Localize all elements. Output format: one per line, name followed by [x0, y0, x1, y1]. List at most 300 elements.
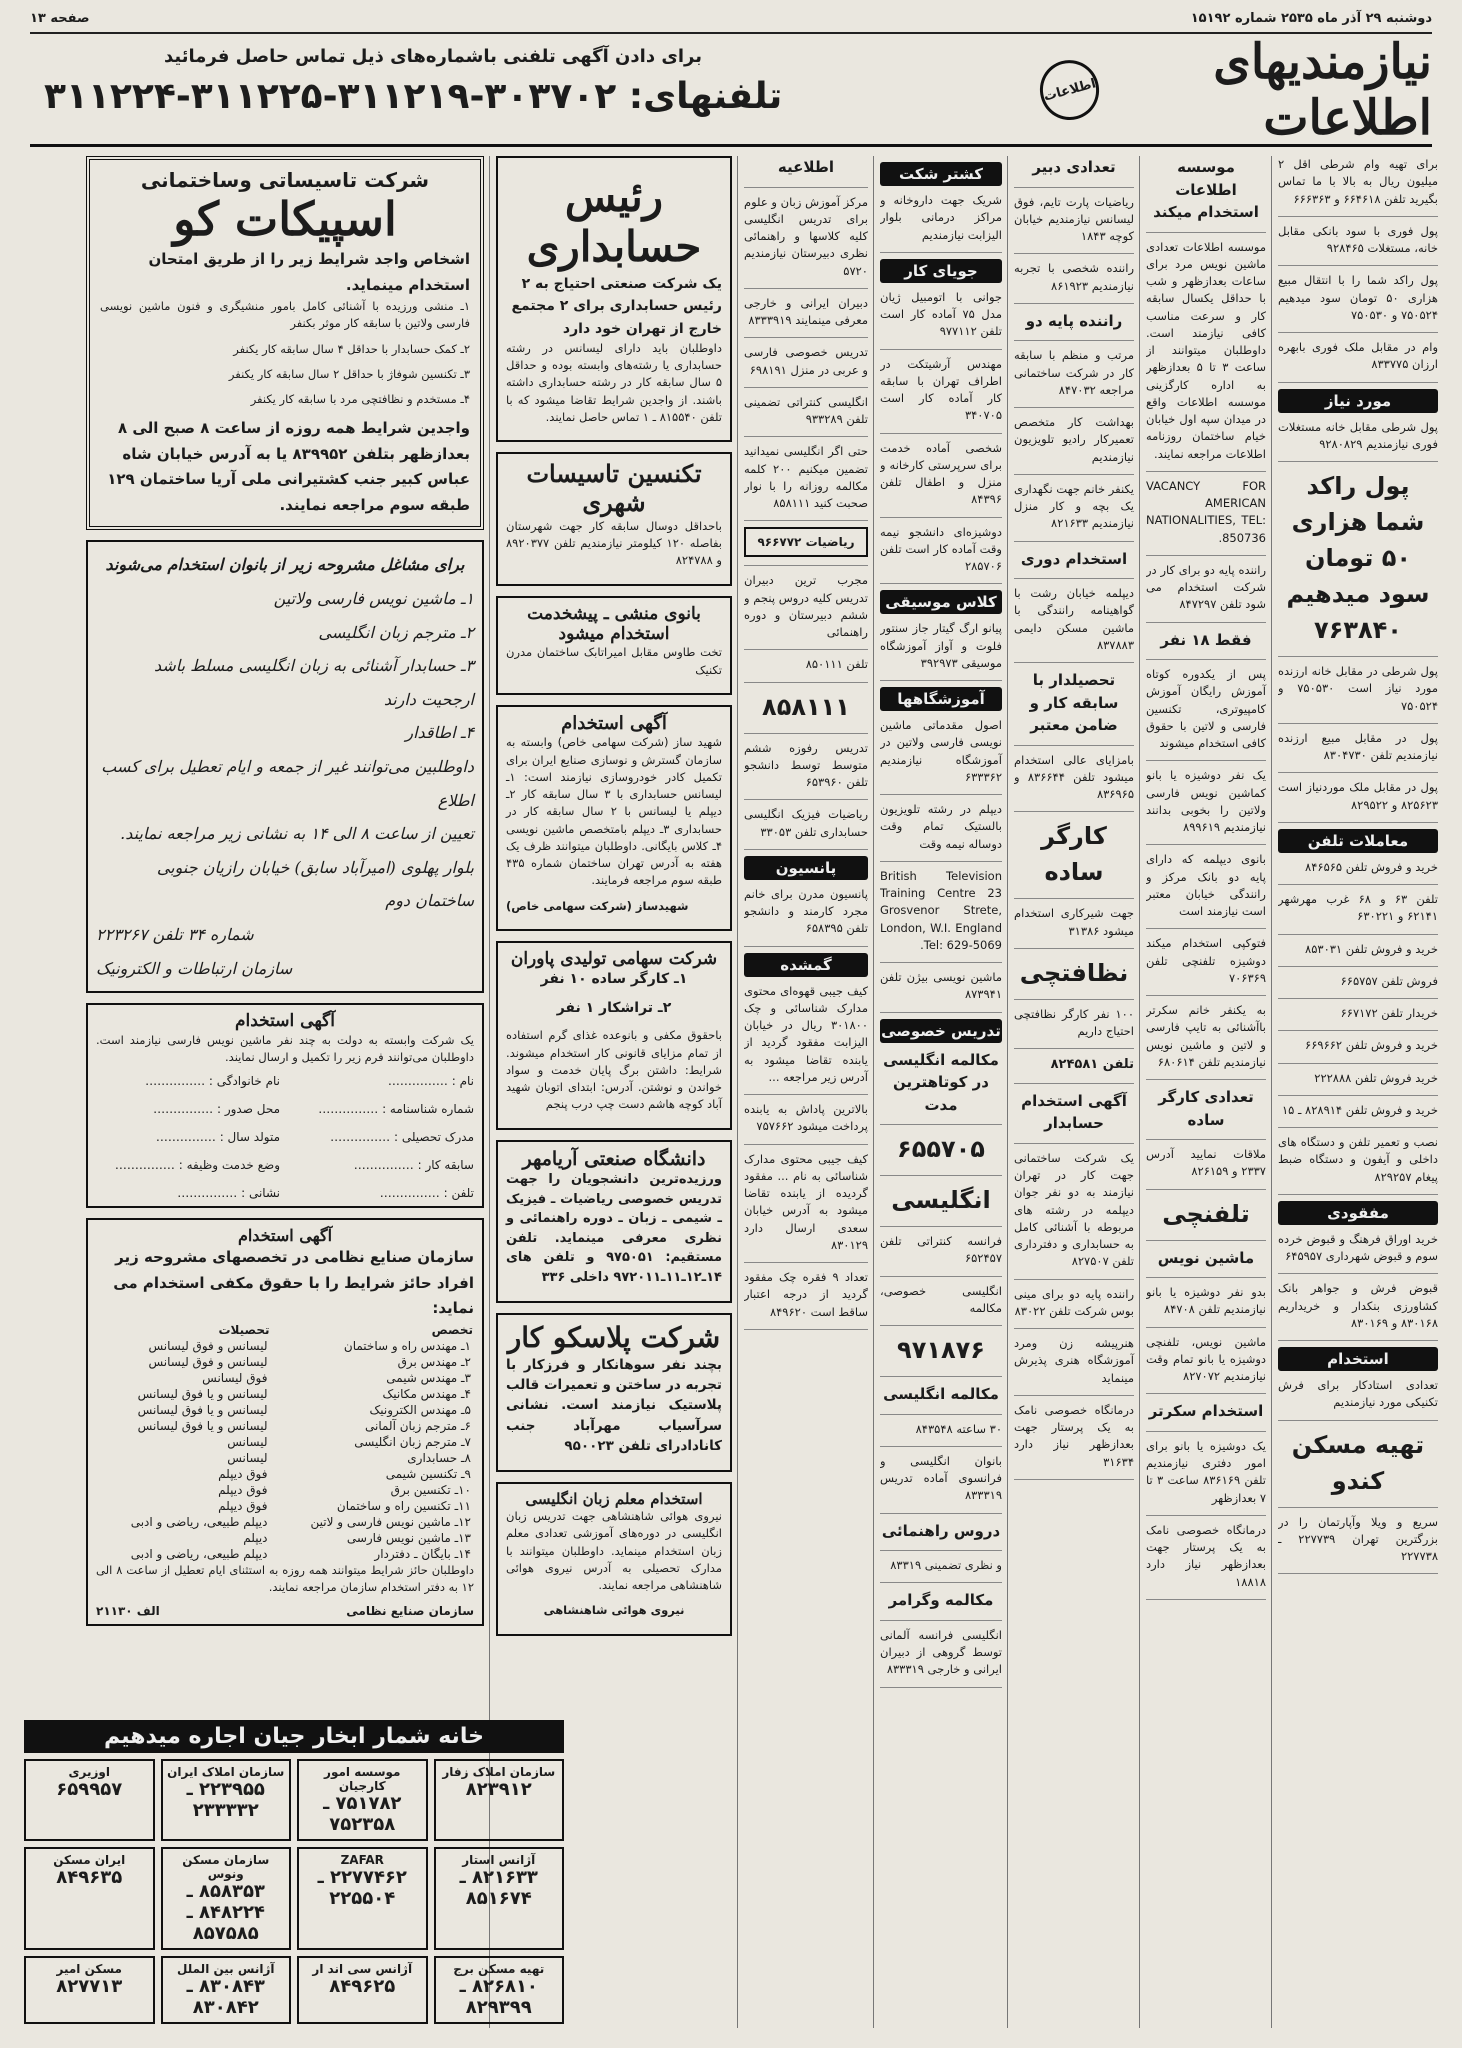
ad-divider: [880, 252, 1002, 253]
ad-divider: [1146, 1393, 1266, 1394]
ad-divider: [1146, 1515, 1266, 1516]
classified-ad: ملاقات نمایید آدرس ۲۳۳۷ و ۸۲۶۱۵۹: [1146, 1147, 1266, 1179]
ad-divider: [1014, 1279, 1134, 1280]
agency-phone: ۲۲۷۷۴۶۲ ـ ۲۲۵۵۰۴: [317, 1867, 407, 1909]
table-cell-specialty: ۷ـ مترجم زبان انگلیسی: [354, 1434, 471, 1449]
hand-address: بلوار پهلوی (امیرآباد سابق) خیابان رازیان جنوبی ساختمان دوم: [156, 857, 474, 911]
classified-ad: انگلیسی فرانسه آلمانی توسط گروهی از دبیران ایرانی و خارجی ۸۳۳۳۱۹: [880, 1627, 1002, 1677]
agency-name: آژانس استار: [462, 1853, 536, 1867]
ad-headline: تهیه مسکن کندو: [1291, 1430, 1425, 1495]
section-header: کشتر شکت: [880, 162, 1002, 186]
classified-ad: [880, 1383, 1002, 1406]
table-row: [96, 1370, 474, 1386]
ad-divider: [880, 1276, 1002, 1277]
table-row: [96, 1402, 474, 1418]
ad-title: استخدام معلم زبان انگلیسی: [525, 1490, 703, 1509]
classified-ad: [1278, 468, 1438, 648]
classified-ad: اصول مقدماتی ماشین نویسی فارسی ولاتین در آموزشگاه نیازمندیم ۶۳۳۳۶۲: [880, 718, 1002, 784]
ad-divider: [880, 1175, 1002, 1176]
classified-ad: [1014, 818, 1134, 890]
table-cell-education: لیسانس: [227, 1450, 268, 1465]
classified-ad: فروش تلفن ۶۶۵۷۵۷: [1340, 973, 1438, 988]
rental-agency-tile: [297, 1956, 428, 2024]
table-row: [96, 1386, 474, 1402]
ad-divider: [744, 849, 868, 850]
table-cell-specialty: ۲ـ مهندس برق: [397, 1354, 471, 1369]
ad-headline: ۹۷۱۸۷۶: [897, 1336, 985, 1364]
classified-ad: خرید اوراق فرهنگ و قبوض خرده سوم و قبوض شهرداری ۶۴۵۹۵۷: [1278, 1231, 1438, 1263]
classified-ad: [880, 1182, 1002, 1218]
ad-chief-accountant: [496, 156, 732, 442]
form-field: نام خانوادگی : ……………: [145, 1074, 280, 1089]
classified-ad: تلفن ۶۳ و ۶۸ غرب مهرشهر ۶۲۱۴۱ و ۶۳۰۲۲۱: [1278, 892, 1438, 924]
classified-ad: بدو نفر دوشیزه یا بانو نیازمندیم تلفن ۸۴۷۰۸: [1146, 1285, 1266, 1317]
classified-ad: [1014, 1090, 1134, 1135]
table-row: [96, 1466, 474, 1482]
mil-code: الف ۲۱۱۳۰: [96, 1604, 160, 1619]
hand-item: ۲ـ مترجم زبان انگلیسی: [318, 622, 474, 642]
classified-ad: پول شرطی در مقابل خانه ارزنده مورد نیاز است ۷۵۰۵۳۰ و ۷۵۰۵۲۴: [1278, 664, 1438, 713]
section-header: کلاس موسیقی: [880, 590, 1002, 614]
classified-ad: مجرب ترین دبیران تدریس کلیه دروس پنجم و ششم دبیرستان و دوره راهنمائی: [744, 573, 868, 639]
ad-title: موسسه اطلاعات استخدام میکند: [1153, 158, 1259, 221]
ad-title: رئیس حسابداری: [526, 172, 702, 272]
classified-ad: پول راکد شما را با انتقال مبیع هزاری ۵۰ تومان سود میدهیم ۷۵۰۵۲۴ و ۷۵۰۵۳۰: [1278, 273, 1438, 322]
ad-military-industries: [86, 1218, 484, 1626]
classified-ad: تعداد ۹ فقره چک مفقود گردید از درجه اعتبار ساقط است ۸۴۹۶۲۰: [744, 1270, 868, 1319]
classified-ad: خریدار تلفن ۶۶۷۱۷۲: [1340, 1006, 1438, 1020]
classified-ad: انگلیسی خصوصی، مکالمه: [880, 1283, 1002, 1315]
ad-divider: [1014, 948, 1134, 949]
ad-divider: [880, 1582, 1002, 1583]
classified-ad: تدریس رفوزه ششم متوسط توسط دانشجو تلفن ۶۵۳۹۶۰: [744, 740, 868, 789]
classified-ad: [1146, 629, 1266, 652]
classified-ad: تدریس خصوصی فارسی و عربی در منزل ۶۹۸۱۹۱: [744, 345, 868, 377]
ad-title: مکالمه انگلیسی در کوتاهترین مدت: [883, 1050, 999, 1114]
ad-divider: [1278, 1127, 1438, 1128]
ad-detail: داوطلبان باید دارای لیسانس در رشته حسابداری یا رشته‌های وابسته بوده و حداقل ۵ سال سابقه کار در رشته حسابداری داشته باشند. از واجدین شرایط تقاضا میشود که با تلفن ۸۱۵۵۴۰ ـ ۱ تماس حاصل نمایند.: [506, 340, 722, 424]
table-cell-specialty: ۱۴ـ بایگان ـ دفتردار: [374, 1546, 471, 1561]
classified-ad: کیف جیبی محتوی مدارک شناسائی به نام ... مفقود گردیده از یابنده تقاضا میشود به آدرس خیابان سعدی ارسال دارد ۸۳۰۱۲۹: [744, 1151, 868, 1252]
agency-phone: ۸۵۸۳۵۳ ـ ۸۴۸۲۲۴ ـ ۸۵۷۵۸۵: [186, 1881, 265, 1944]
folio-page: صفحه ۱۳: [30, 10, 90, 26]
mil-signature-row: [96, 1604, 474, 1618]
ad-intro: اشخاص واجد شرایط زیر را از طریق امتحان استخدام مینماید.: [148, 250, 470, 294]
ad-divider: [1146, 1189, 1266, 1190]
ad-divider: [1014, 253, 1134, 254]
rental-agency-tile: [24, 1847, 155, 1950]
classified-ad: بانوان انگلیسی و فرانسوی آماده تدریس ۸۳۳۳۱۹: [880, 1453, 1002, 1503]
phones-numbers: ۳۰۳۷۰۲-۳۱۱۲۱۹-۳۱۱۲۲۵-۳۱۱۲۲۴: [44, 76, 617, 117]
ad-divider: [744, 733, 868, 734]
ad-divider: [1014, 578, 1134, 579]
ad-divider: [880, 962, 1002, 963]
table-header-row: [96, 1322, 474, 1338]
ad-shahidsaz: [496, 705, 732, 931]
form-field-label: محل صدور: [224, 1102, 280, 1117]
ad-title: شرکت سهامی تولیدی پاوران: [510, 948, 718, 969]
ad-divider: [1014, 662, 1134, 663]
classified-ad: [880, 1332, 1002, 1368]
ad-body: باحقوق مکفی و بانوعده غذای گرم استفاده از تمام مزایای قانونی کار استخدام میشوند. شرایط: داشتن برگ پایان خدمت و سواد خواندن و نوشتن. آدرس: ابتدای اتوبان شهید آباد کوچه هاشم دست چپ درب پنجم: [506, 1028, 722, 1112]
section-header: استخدام: [1278, 1347, 1438, 1371]
ad-divider: [880, 794, 1002, 795]
classified-ad: خرید و فروش تلفن ۸۴۶۵۶۵: [1305, 859, 1438, 874]
table-cell-specialty: ۱۳ـ ماشین نویس فارسی: [346, 1530, 471, 1545]
table-cell-education: لیسانس و فوق لیسانس: [148, 1354, 268, 1369]
ad-headline: کارگر ساده: [1041, 822, 1107, 887]
ad-divider: [1146, 844, 1266, 845]
classified-ad: درمانگاه خصوصی نامک به یک پرستار جهت بعدازظهر نیاز دارد ۳۱۶۳۴: [1014, 1402, 1134, 1469]
classified-ad: پول فوری با سود بانکی مقابل خانه، مستغلات ۹۲۸۴۶۵: [1278, 223, 1438, 255]
ad-divider: [1014, 1143, 1134, 1144]
ad-headline: ۶۵۵۷۰۵: [897, 1135, 985, 1163]
classified-ad: مرکز آموزش زبان و علوم برای تدریس انگلیسی کلیه کلاسها و راهنمائی نظری دبیرستان نیازمندیم ۵۷۲۰: [744, 194, 868, 278]
table-cell-specialty: ۱ـ مهندس راه و ساختمان: [343, 1338, 471, 1353]
ad-title: ماشین نویس: [1157, 1248, 1255, 1267]
ad-item: ۲ـ تراشکار ۱ نفر: [556, 1000, 672, 1017]
table-cell-education: فوق دیپلم: [218, 1498, 268, 1513]
classified-ad: [880, 1131, 1002, 1167]
strip-title: خانه شمار ابخار جیان اجاره میدهیم: [24, 1720, 564, 1753]
agency-phone: ۸۲۱۶۳۳ ـ ۸۵۱۶۷۴: [459, 1867, 538, 1909]
classified-ad: درمانگاه خصوصی نامک به یک پرستار جهت بعدازظهر نیاز دارد ۱۸۸۱۸: [1146, 1522, 1266, 1589]
ad-divider: [1278, 772, 1438, 773]
mil-signature: سازمان صنایع نظامی: [346, 1604, 474, 1619]
table-row: [96, 1434, 474, 1450]
section-header: تدریس خصوصی: [880, 1019, 1002, 1043]
table-row: [96, 1338, 474, 1354]
classified-ad: و نظری تضمینی ۸۳۳۱۹: [890, 1558, 1002, 1572]
agency-name: تهیه مسکن برج: [453, 1962, 545, 1976]
classified-ad: [1146, 1196, 1266, 1232]
classified-ad: بهداشت کار متخصص تعمیرکار رادیو تلویزیون نیازمندیم: [1014, 415, 1134, 464]
ad-divider: [1014, 745, 1134, 746]
ad-headline: انگلیسی: [891, 1186, 991, 1214]
ad-divider: [744, 1094, 868, 1095]
rental-agency-tile: [161, 1956, 292, 2024]
table-row: [96, 1546, 474, 1562]
ad-title: تکنسین تاسیسات شهری: [526, 459, 702, 517]
table-cell-education: فوق دیپلم: [218, 1466, 268, 1481]
column-3: [1014, 156, 1140, 2028]
form-field: تلفن : ……………: [379, 1186, 474, 1201]
agency-name: ایران مسکن: [53, 1853, 126, 1867]
ad-divider: [1278, 656, 1438, 657]
classified-ad: خرید و فروش تلفن ۸۵۳۰۳۱: [1305, 941, 1438, 956]
ad-pavaran: [496, 941, 732, 1130]
form-field: سابقه کار : ……………: [353, 1158, 474, 1173]
ad-title: دروس راهنمائی: [881, 1521, 1001, 1540]
ad-title: دانشگاه صنعتی آریامهر: [522, 1147, 706, 1170]
ad-divider: [1014, 407, 1134, 408]
classified-ad: هنرپیشه زن ومرد آموزشگاه هنری پذیرش مینماید: [1014, 1336, 1134, 1385]
section-header: پانسیون: [744, 856, 868, 880]
agency-name: سازمان املاک زفار: [442, 1765, 556, 1779]
table-cell-education: فوق دیپلم: [218, 1482, 268, 1497]
classified-ad: موسسه اطلاعات تعدادی ماشین نویس مرد برای ساعات بعدازظهر و شب با حداقل یکسال سابقه کار و سرعت مناسب کافی نیازمند است. داوطلبان میتوانند از ساعت ۳ تا ۵ بعدازظهر به اداره کارگزینی موسسه اطلاعات واقع در میدان سپه اول خیابان خیام ساختمان روزنامه اطلاعات مراجعه نمایند.: [1146, 239, 1266, 461]
agency-phone: ۸۳۰۸۴۳ ـ ۸۳۰۸۴۲: [186, 1976, 265, 2018]
classified-ad: [1014, 548, 1134, 571]
ad-divider: [1146, 928, 1266, 929]
table-row: [96, 1514, 474, 1530]
agency-name: ZAFAR: [340, 1853, 384, 1867]
classified-ad: British Television Training Centre 23 Grosvenor Strete, London, W.I. England Tel: 629-5069.: [880, 868, 1002, 952]
form-field-label: نام خانوادگی: [216, 1074, 280, 1089]
ad-handwritten: [86, 540, 484, 993]
form-field-label: متولد سال: [227, 1130, 280, 1145]
agency-phone: ۸۲۷۷۱۳: [56, 1976, 123, 1997]
folio-issue: دوشنبه ۲۹ آذر ماه ۲۵۳۵ شماره ۱۵۱۹۲: [1190, 10, 1432, 26]
agency-phone: ۸۴۹۶۲۵: [329, 1976, 396, 1997]
ad-divider: [1014, 1083, 1134, 1084]
ad-divider: [880, 861, 1002, 862]
classified-ad: [1014, 955, 1134, 991]
table-row: [96, 1354, 474, 1370]
form-field: مدرک تحصیلی : ……………: [330, 1130, 474, 1145]
form-field-label: سابقه کار: [425, 1158, 474, 1173]
rental-agency-tile: [161, 1847, 292, 1950]
ad-divider: [1014, 474, 1134, 475]
classified-ad: پول در مقابل مبیع ارزنده نیازمندیم تلفن ۸۳۰۴۷۳۰: [1278, 730, 1438, 762]
ad-divider: [880, 517, 1002, 518]
ad-title: آگهی استخدام حسابدار: [1021, 1091, 1127, 1133]
table-cell-specialty: ۱۱ـ تکنسین راه و ساختمان: [336, 1498, 471, 1513]
classified-ad: مرتب و منظم با سابقه کار در شرکت ساختمانی مراجعه ۸۴۷۰۳۲: [1014, 348, 1134, 397]
ad-divider: [1278, 265, 1438, 266]
ad-headline: پول راکد شما هزاری ۵۰ تومان سود میدهیم ۷۶۳۸۴۰: [1286, 472, 1430, 644]
ad-divider: [1146, 622, 1266, 623]
ad-technician: [496, 452, 732, 585]
ad-item: ۲ـ کمک حسابدار با حداقل ۴ سال سابقه کار یکنفر: [233, 341, 470, 356]
ad-divider: [1146, 995, 1266, 996]
ad-plasco: [496, 1313, 732, 1472]
form-field-label: شماره شناسنامه: [389, 1102, 474, 1117]
section-header: مورد نیاز: [1278, 389, 1438, 413]
ad-divider: [744, 565, 868, 566]
ad-divider: [1278, 382, 1438, 383]
agency-phone: ۶۵۹۹۵۷: [56, 1779, 123, 1800]
classified-ad: [880, 1520, 1002, 1543]
hand-phone: شماره ۳۴ تلفن ۲۲۳۲۶۷: [96, 924, 254, 944]
classified-ad: [1014, 669, 1134, 737]
ad-divider: [744, 1329, 868, 1330]
ad-divider: [1146, 232, 1266, 233]
ad-divider: [1278, 1420, 1438, 1421]
ad-divider: [880, 1376, 1002, 1377]
classified-ad: یک نفر دوشیزه یا بانو کماشین نویس فارسی ولاتین را بخوبی بدانند نیازمندیم ۸۹۹۶۱۹: [1146, 768, 1266, 834]
agency-name: مسکن امیر: [56, 1962, 122, 1976]
requirements-table: [96, 1322, 474, 1562]
classified-ad: VACANCY FOR AMERICAN NATIONALITIES, TEL: 850736.: [1146, 478, 1266, 545]
rental-agency-tile: [434, 1847, 565, 1950]
ad-divider: [1014, 898, 1134, 899]
classified-ad: شریک جهت داروخانه و مراکز درمانی بلوار الیزابت نیازمندیم: [880, 193, 1002, 242]
classified-ad: بالاترین پاداش به یابنده پرداخت میشود ۷۵۷۶۶۲: [744, 1102, 868, 1134]
column-header: تحصیلات: [218, 1322, 270, 1337]
classified-ad: دبیران ایرانی و خارجی معرفی مینمایند ۸۳۳۳۹۱۹: [744, 295, 868, 327]
classified-ad: [1146, 1400, 1266, 1423]
table-cell-specialty: ۹ـ تکنسین شیمی: [385, 1466, 471, 1481]
table-cell-education: لیسانس و یا فوق لیسانس: [137, 1418, 268, 1433]
ad-brand: اسپیکات کو: [173, 192, 397, 246]
form-field: نشانی : ……………: [177, 1186, 280, 1201]
ad-divider: [1278, 461, 1438, 462]
agency-phone: ۲۲۳۹۵۵ ـ ۲۳۳۳۳۲: [186, 1779, 265, 1821]
ad-divider: [1278, 822, 1438, 823]
column-4: [880, 156, 1008, 2028]
ad-divider: [1146, 1240, 1266, 1241]
banner-subtitle: برای دادن آگهی تلفنی باشماره‌های ذیل تماس حاصل فرمائید: [164, 46, 702, 67]
classified-ad: [1146, 1086, 1266, 1131]
ad-secretary: [496, 596, 732, 695]
form-title: آگهی استخدام: [235, 1011, 335, 1032]
ad-divider: [744, 436, 868, 437]
classified-ad: یک دوشیزه یا بانو برای امور دفتری نیازمندیم تلفن ۸۳۶۱۶۹ ساعت ۳ تا ۷ بعدازظهر: [1146, 1438, 1266, 1505]
classified-ad: ۱۰۰ نفر کارگر نظافتچی احتیاج داریم: [1014, 1006, 1134, 1038]
ad-divider: [1014, 999, 1134, 1000]
ad-divider: [1146, 1277, 1266, 1278]
hand-item: ۳ـ حسابدار آشنائی به زبان انگلیسی مسلط باشد ارجحیت دارند: [153, 656, 474, 709]
classified-ad: ماشین نویسی بیژن تلفن ۸۷۳۹۴۱: [880, 970, 1002, 1002]
ad-divider: [880, 1687, 1002, 1688]
classified-ad: [1146, 1247, 1266, 1270]
ad-divider: [880, 1620, 1002, 1621]
ad-body: یک شرکت صنعتی احتیاج به ۲ رئیس حسابداری برای ۲ مجتمع خارج از تهران خود دارد: [511, 275, 722, 337]
section-header: مفقودی: [1278, 1201, 1438, 1225]
ad-divider: [880, 1226, 1002, 1227]
rental-agency-tile: [297, 1759, 428, 1841]
classified-ad: فرانسه کنتراتی تلفن ۶۵۲۴۵۷: [880, 1234, 1002, 1266]
rental-agency-tile: [24, 1759, 155, 1841]
ad-divider: [1146, 760, 1266, 761]
form-intro: یک شرکت وابسته به دولت به چند نفر ماشین نویس فارسی نیازمند است. داوطلبان می‌توانند فرم زیر را تکمیل و ارسال نمایند.: [96, 1032, 474, 1064]
ad-divider: [880, 1414, 1002, 1415]
ad-item: ۴ـ مستخدم و نظافتچی مرد با سابقه کار یکنفر: [250, 392, 470, 407]
mil-title: آگهی استخدام: [237, 1226, 333, 1246]
table-cell-specialty: ۴ـ مهندس مکانیک: [382, 1386, 471, 1401]
hand-title: برای مشاغل مشروحه زیر از بانوان استخدام می‌شوند: [105, 555, 465, 575]
table-row: [96, 1450, 474, 1466]
ad-divider: [880, 1012, 1002, 1013]
agency-phone: ۸۲۳۹۱۲: [465, 1779, 532, 1800]
table-cell-specialty: ۱۲ـ ماشین نویس فارسی و لاتین: [310, 1514, 471, 1529]
classified-ad: [1278, 1427, 1438, 1499]
section-header: گمشده: [744, 953, 868, 977]
rental-agency-tile: [434, 1956, 565, 2024]
ad-divider: [1014, 541, 1134, 542]
agency-name: اوزیری: [68, 1765, 110, 1779]
ad-divider: [744, 337, 868, 338]
mil-intro: سازمان صنایع نظامی در تخصصهای مشروحه زیر افراد حائز شرایط را با حقوق مکفی استخدام می نماید:: [113, 1248, 474, 1318]
ad-title: راننده پایه دو: [1025, 311, 1123, 330]
ad-phone: تلفن ۸۲۴۵۸۱: [1050, 1057, 1134, 1073]
banner-rule: [30, 144, 1432, 147]
ad-divider: [880, 349, 1002, 350]
classified-ad: جهت شیرکاری استخدام میشود ۳۱۳۸۶: [1014, 906, 1134, 938]
classified-ad: جوانی با اتومبیل ژیان مدل ۷۵ آماده کار است تلفن ۹۷۷۱۱۲: [880, 289, 1002, 339]
classified-ad: مهندس آرشیتکت در اطراف تهران با سابقه کار آماده کار است ۳۴۰۷۰۵: [880, 356, 1002, 423]
table-cell-specialty: ۶ـ مترجم زبان آلمانی: [364, 1418, 471, 1433]
ad-divider: [1146, 659, 1266, 660]
classified-ad: ریاضیات فیزیک انگلیسی حسابداری تلفن ۳۳۰۵۳: [744, 807, 868, 839]
ad-divider: [744, 288, 868, 289]
classified-ad: دوشیزه‌ای دانشجو نیمه وقت آماده کار است تلفن ۲۸۵۷۰۶: [880, 524, 1002, 573]
ad-item: ۱ـ کارگر ساده ۱۰ نفر: [540, 971, 688, 988]
ad-body: تخت طاوس مقابل امیراتابک ساختمان مدرن تکنیک: [506, 645, 722, 677]
ad-title: اطلاعیه: [777, 158, 835, 176]
ad-title: تعدادی دبیر: [1032, 158, 1116, 176]
ad-divider: [1278, 1030, 1438, 1031]
ad-application-form: [86, 1003, 484, 1208]
ad-divider: [1014, 1048, 1134, 1049]
classified-ad: ۳۰ ساعته ۸۴۳۵۴۸: [915, 1421, 1002, 1436]
ad-body: بچند نفر سوهانکار و فرزکار با تجربه در ساختن و تعمیرات قالب پلاستیک نیازمند است. نشانی سرآسیاب مهرآباد جنب کانادادرای تلفن ۹۵۰۰۲۳: [506, 1356, 722, 1454]
ad-divider: [880, 583, 1002, 584]
classified-ad: [880, 1049, 1002, 1117]
logo-text: نیازمندیهای اطلاعات: [1213, 34, 1432, 146]
classified-ad: [1146, 156, 1266, 224]
ad-divider: [744, 682, 868, 683]
ad-divider: [1278, 998, 1438, 999]
table-cell-specialty: ۵ـ مهندس الکترونیک: [369, 1402, 471, 1417]
ad-divider: [1278, 884, 1438, 885]
ad-divider: [1146, 555, 1266, 556]
ad-title: بانوی منشی ـ پیشخدمت استخدام میشود: [527, 603, 701, 644]
mil-footer: داوطلبان حائز شرایط میتوانند همه روزه به استثنای ایام تعطیل از ساعت ۸ الی ۱۲ به دفتر استخدام سازمان مراجعه نمایند.: [96, 1562, 474, 1594]
rental-agency-tile: [297, 1847, 428, 1950]
ad-divider: [880, 1124, 1002, 1125]
form-field-label: نام: [459, 1074, 474, 1089]
ad-divider: [1014, 303, 1134, 304]
classified-ad: پس از یکدوره کوتاه آموزش رایگان آموزش کامپیوتری، تکنسین فارسی و لاتین با حقوق کافی استخدام میشوند: [1146, 667, 1266, 750]
ad-divider: [1014, 811, 1134, 812]
classified-ad: خرید و فروش تلفن ۶۶۹۶۶۲: [1305, 1038, 1438, 1053]
classified-ad: [1014, 1055, 1134, 1075]
classified-ad: حتی اگر انگلیسی نمیدانید تضمین میکنیم ۲۰۰ کلمه مکالمه روزانه را با نوار صحبت کنید ۸۵۸۱۱۱: [744, 444, 868, 510]
table-cell-education: لیسانس و یا فوق لیسانس: [137, 1402, 268, 1417]
classified-ad: سریع و ویلا وآپارتمان را در بزرگترین تهران ۲۲۷۷۳۹ ـ ۲۲۷۷۳۸: [1278, 1514, 1438, 1563]
rental-strip: [24, 1714, 564, 2024]
column-1: [1278, 156, 1438, 2028]
ad-divider: [880, 1550, 1002, 1551]
ad-divider: [1278, 934, 1438, 935]
ad-divider: [1278, 1273, 1438, 1274]
agency-phone: ۸۴۹۶۳۵: [56, 1867, 123, 1888]
classified-ad: [1014, 310, 1134, 333]
hand-signature: سازمان ارتباطات و الکترونیک: [96, 958, 293, 978]
classified-ad: خرید و فروش تلفن ۸۲۸۹۱۴ ـ ۱۵: [1282, 1102, 1438, 1117]
table-cell-education: دیپلم طبیعی، ریاضی و ادبی: [130, 1514, 268, 1529]
classified-ad: تعدادی استادکار برای فرش تکنیکی مورد نیازمندیم: [1278, 1378, 1438, 1410]
ad-signature: نیروی هوائی شاهنشاهی: [543, 1603, 685, 1618]
table-row: [96, 1418, 474, 1434]
table-cell-education: لیسانس: [227, 1434, 268, 1449]
ad-divider: [1146, 1431, 1266, 1432]
ad-divider: [1014, 1328, 1134, 1329]
classifieds-banner: [44, 34, 1432, 146]
ad-body: باحداقل دوسال سابقه کار جهت شهرستان بفاصله ۱۲۰ کیلومتر نیازمندیم تلفن ۸۹۲۰۳۷۷ و ۸۲۴۷۸۸: [506, 518, 722, 568]
classified-ad: فتوکپی استخدام میکند دوشیزه تلفنچی تلفن ۷۰۶۳۶۹: [1146, 936, 1266, 985]
ad-divider: [880, 1446, 1002, 1447]
rental-tiles: [24, 1759, 564, 2024]
hand-hours: تعیین از ساعت ۸ الی ۱۴ به نشانی زیر مراجعه نمایند.: [120, 824, 474, 844]
ad-title: استخدام دوری: [1020, 549, 1128, 568]
ad-title: شرکت پلاسکو کار: [507, 1321, 721, 1355]
ad-badge: ریاضیات ۹۶۶۷۷۲: [744, 527, 868, 557]
ad-divider: [1146, 471, 1266, 472]
ad-divider: [880, 1325, 1002, 1326]
